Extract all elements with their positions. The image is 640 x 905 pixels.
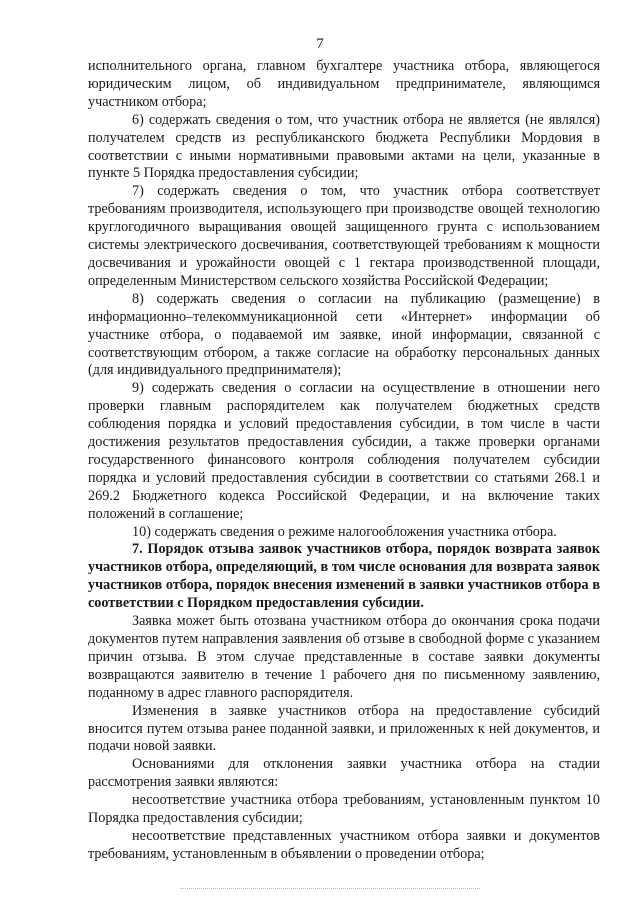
paragraph-ground-1: несоответствие участника отбора требованиям, установленным пунктом 10 Порядка предоставления субсидии; <box>88 792 600 827</box>
paragraph-changes: Изменения в заявке участников отбора на предоставление субсидий вносится путем отзыва ранее поданной заявки, и приложенных к ней документов, и подачи новой заявки. <box>88 702 600 755</box>
paragraph-item-8: 8) содержать сведения о согласии на публикацию (размещение) в информационно–телекоммуникационной сети «Интернет» информации об участнике отбора, о подаваемой им заявке, иной информации, связанной с соответствующим отбором, а также согласие на обработку персональных данных (для индивидуального предпринимателя); <box>88 290 600 379</box>
paragraph-item-10: 10) содержать сведения о режиме налогообложения участника отбора. <box>132 523 557 540</box>
paragraph-item-6: 6) содержать сведения о том, что участник отбора не является (не являлся) получателем средств из республиканского бюджета Республики Мордовия в соответствии с иными нормативными правовыми актами на цели, указанные в пункте 5 Порядка предоставления субсидии; <box>88 111 600 182</box>
paragraph-item-9: 9) содержать сведения о согласии на осуществление в отношении него проверки главным распорядителем как получателем бюджетных средств соблюдения порядка и условий предоставления субсидии, в том числе в части достижения результатов предоставления субсидии, а также проверки органами государственного финансового контроля соблюдения получателем субсидии порядка и условий предоставления субсидии в соответствии со статьями 268.1 и 269.2 Бюджетного кодекса Российской Федерации, и на включение таких положений в соглашение; <box>88 380 600 522</box>
section-heading: 7. Порядок отзыва заявок участников отбора, порядок возврата заявок участников отбора, определяющий, в том числе основания для возврата заявок участников отбора, порядок внесения изменений в заявки участников отбора в соответствии с Порядком предоставления субсидии. <box>88 541 600 612</box>
bottom-divider <box>180 888 480 889</box>
paragraph-item-7: 7) содержать сведения о том, что участник отбора соответствует требованиям производителя, использующего при производстве овощей технологию круглогодичного выращивания овощей защищенного грунта с использованием системы электрического досвечивания, соответствующей требованиям к мощности досвечивания и урожайности овощей с 1 гектара производственной площади, определенным Министерством сельского хозяйства Российской Федерации; <box>88 183 600 289</box>
paragraph-withdrawal: Заявка может быть отозвана участником отбора до окончания срока подачи документов путем направления заявления об отзыве в свободной форме с указанием причин отзыва. В этом случае представленные в составе заявки документы возвращаются заявителю в течение 1 рабочего дня по письменному заявлению, поданному в адрес главного распорядителя. <box>88 613 600 701</box>
page-number: 7 <box>316 36 324 52</box>
paragraph-continuation: исполнительного органа, главном бухгалтере участника отбора, являющегося юридическим лицом, об индивидуальном предпринимателе, являющимся участником отбора; <box>88 58 600 110</box>
paragraph-ground-2: несоответствие представленных участником отбора заявки и документов требованиям, установленным в объявлении о проведении отбора; <box>88 827 600 862</box>
document-body <box>88 58 600 864</box>
paragraph-rejection-grounds: Основаниями для отклонения заявки участника отбора на стадии рассмотрения заявки являются: <box>88 756 600 791</box>
